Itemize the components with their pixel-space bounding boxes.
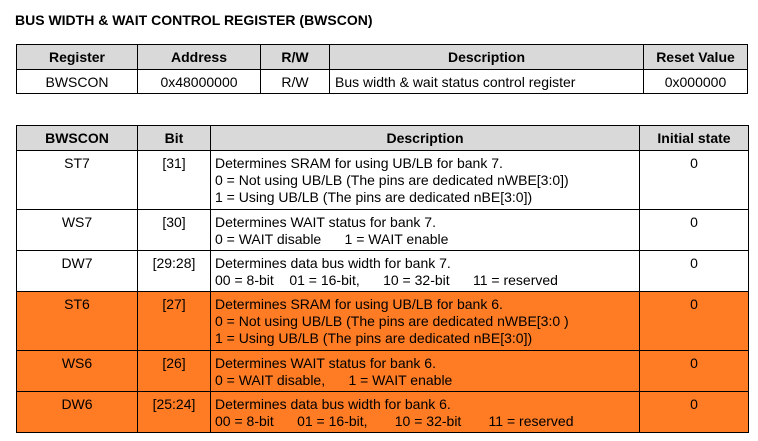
bit-range-cell: [29:28] <box>138 251 211 292</box>
column-header: Address <box>138 45 261 70</box>
reset-value-cell: 0x000000 <box>644 70 748 94</box>
initial-state-cell: 0 <box>640 210 749 251</box>
description-line: Determines SRAM for using UB/LB for bank 7. <box>215 155 503 171</box>
field-name-cell: ST6 <box>17 292 138 351</box>
description-cell <box>211 151 640 210</box>
description-line: 0 = Not using UB/LB (The pins are dedicated nWBE[3:0]) <box>215 172 569 188</box>
initial-state-cell: 0 <box>640 251 749 292</box>
initial-state-cell: 0 <box>640 392 749 433</box>
table-row <box>17 351 749 392</box>
column-header: BWSCON <box>17 126 138 151</box>
column-header: R/W <box>261 45 330 70</box>
description-line: 00 = 8-bit 01 = 16-bit, 10 = 32-bit 11 = reserved <box>215 413 574 429</box>
bit-range-cell: [31] <box>138 151 211 210</box>
initial-state-cell: 0 <box>640 292 749 351</box>
description-cell <box>211 351 640 392</box>
description-line: 1 = Using UB/LB (The pins are dedicated nBE[3:0]) <box>215 330 533 346</box>
field-name-cell: WS6 <box>17 351 138 392</box>
page-title: BUS WIDTH & WAIT CONTROL REGISTER (BWSCON) <box>15 12 373 28</box>
description-line: 0 = WAIT disable, 1 = WAIT enable <box>215 372 453 388</box>
description-line: 1 = Using UB/LB (The pins are dedicated nBE[3:0]) <box>215 189 533 205</box>
rw-cell: R/W <box>261 70 330 94</box>
description-line: Determines WAIT status for bank 6. <box>215 355 436 371</box>
column-header: Description <box>211 126 640 151</box>
bit-field-table <box>16 125 749 433</box>
initial-state-cell: 0 <box>640 151 749 210</box>
column-header: Register <box>17 45 138 70</box>
field-name-cell: DW7 <box>17 251 138 292</box>
field-name-cell: DW6 <box>17 392 138 433</box>
description-line: Determines data bus width for bank 6. <box>215 396 451 412</box>
table-row <box>17 392 749 433</box>
bit-range-cell: [26] <box>138 351 211 392</box>
description-cell <box>211 251 640 292</box>
description-line: 0 = WAIT disable 1 = WAIT enable <box>215 231 449 247</box>
description-cell <box>211 392 640 433</box>
description-line: Determines data bus width for bank 7. <box>215 255 451 271</box>
column-header: Reset Value <box>644 45 748 70</box>
description-line: 0 = Not using UB/LB (The pins are dedicated nWBE[3:0 ) <box>215 313 569 329</box>
field-name-cell: ST7 <box>17 151 138 210</box>
register-summary-table <box>16 44 748 94</box>
bit-range-cell: [30] <box>138 210 211 251</box>
table-row <box>17 70 748 94</box>
description-cell <box>211 292 640 351</box>
description-cell: Bus width & wait status control register <box>330 70 644 94</box>
table-row <box>17 251 749 292</box>
table-row <box>17 151 749 210</box>
description-line: Determines SRAM for using UB/LB for bank 6. <box>215 296 503 312</box>
bit-range-cell: [27] <box>138 292 211 351</box>
table-header-row <box>17 126 749 151</box>
table-row <box>17 292 749 351</box>
table-row <box>17 210 749 251</box>
table-header-row <box>17 45 748 70</box>
column-header: Bit <box>138 126 211 151</box>
description-cell <box>211 210 640 251</box>
description-line: Determines WAIT status for bank 7. <box>215 214 436 230</box>
initial-state-cell: 0 <box>640 351 749 392</box>
field-name-cell: WS7 <box>17 210 138 251</box>
column-header: Initial state <box>640 126 749 151</box>
register-name-cell: BWSCON <box>17 70 138 94</box>
description-line: 00 = 8-bit 01 = 16-bit, 10 = 32-bit 11 = reserved <box>215 272 558 288</box>
column-header: Description <box>330 45 644 70</box>
address-cell: 0x48000000 <box>138 70 261 94</box>
bit-range-cell: [25:24] <box>138 392 211 433</box>
